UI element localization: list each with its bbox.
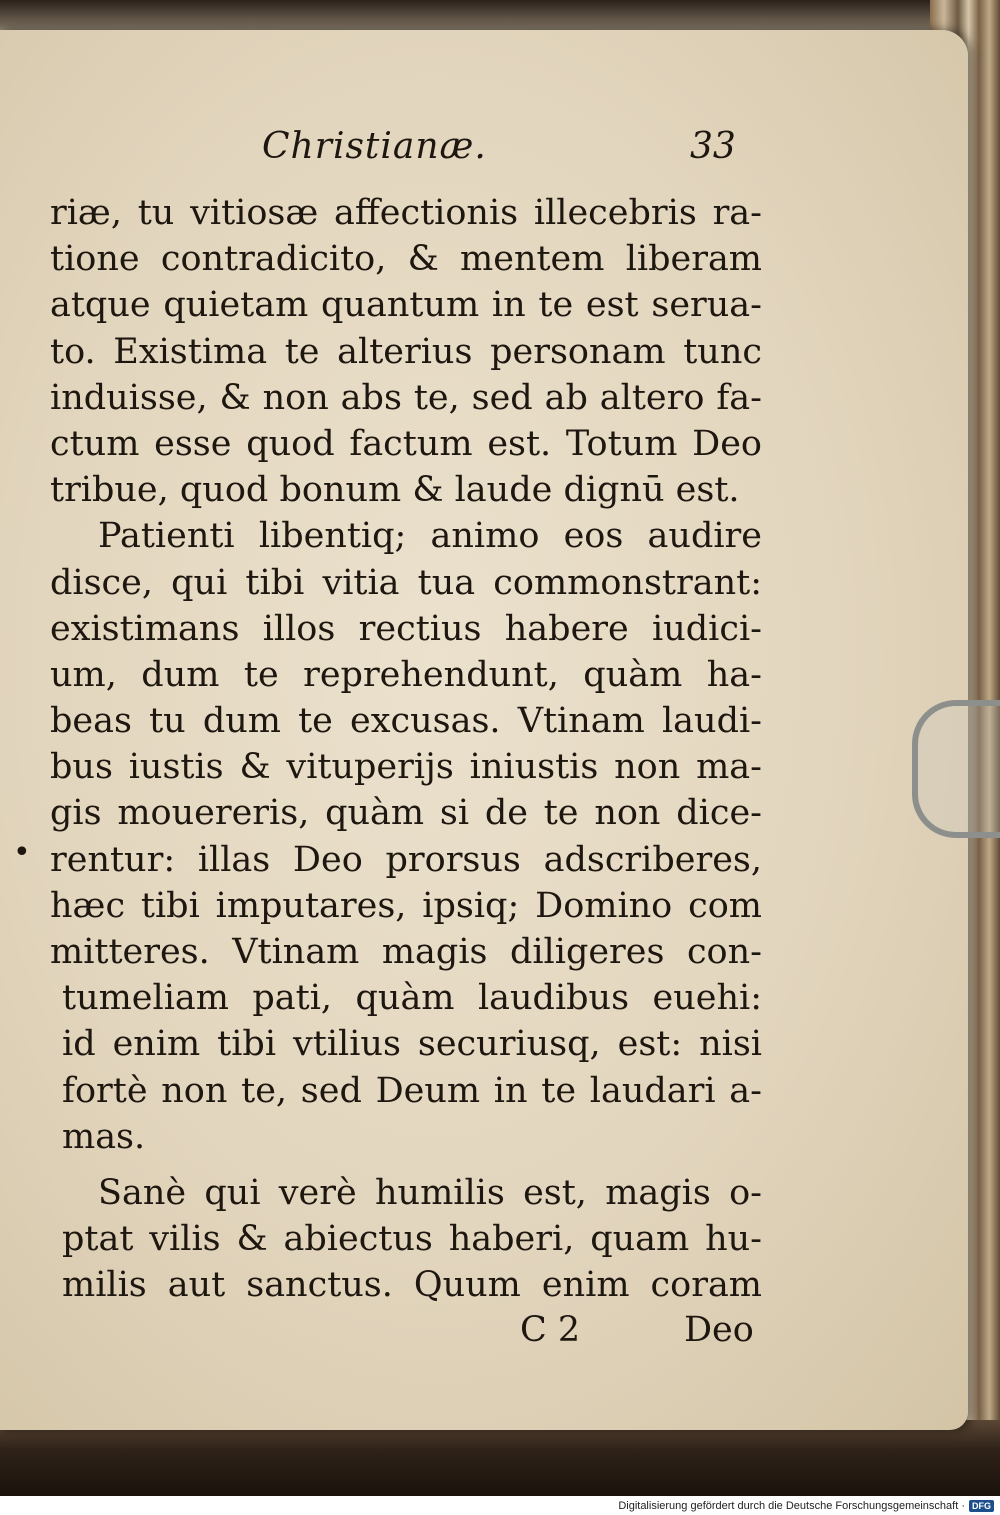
text-line: mas. <box>62 1116 146 1157</box>
text-line: Patienti libentiq; animo eos audire <box>98 516 762 557</box>
text-line: existimans illos rectius habere iudici- <box>50 608 762 649</box>
book-bottom-edge <box>0 1420 1000 1496</box>
text-line: to. Existima te alterius personam tunc <box>50 331 762 372</box>
page-footer <box>0 1310 968 1360</box>
catchword: Deo <box>684 1310 754 1350</box>
text-line: fortè non te, sed Deum in te laudari a- <box>62 1070 762 1111</box>
text-line: hæc tibi imputares, ipsiq; Domino com <box>50 885 762 926</box>
text-line: tumeliam pati, quàm laudibus euehi: <box>62 978 762 1019</box>
page-number: 33 <box>690 126 736 167</box>
margin-mark: • <box>13 835 31 870</box>
text-line: um, dum te reprehendunt, quàm ha- <box>50 654 762 695</box>
text-line: ctum esse quod factum est. Totum Deo <box>50 423 762 464</box>
book-top-edge <box>0 0 1000 34</box>
text-line: gis mouereris, quàm si de te non dice- <box>50 793 762 834</box>
text-line: ptat vilis & abiectus haberi, quam hu- <box>62 1219 762 1260</box>
text-line: milis aut sanctus. Quum enim coram <box>62 1265 762 1306</box>
signature-mark: C 2 <box>520 1310 581 1350</box>
text-line: Sanè qui verè humilis est, magis o- <box>98 1172 762 1213</box>
body-text <box>50 190 762 1309</box>
text-line: riæ, tu vitiosæ affectionis illecebris ra- <box>50 193 762 233</box>
text-line: disce, qui tibi vitia tua commonstrant: <box>50 562 762 603</box>
text-line: bus iustis & vituperijs iniustis non ma- <box>50 747 762 788</box>
text-line: rentur: illas Deo prorsus adscriberes, <box>50 839 762 880</box>
running-title: Christianæ. <box>262 126 487 167</box>
book-clip <box>912 700 1000 838</box>
credit-text: Digitalisierung gefördert durch die Deutsche Forschungsgemeinschaft · <box>618 1499 965 1512</box>
text-line: atque quietam quantum in te est serua- <box>50 285 762 326</box>
text-line: mitteres. Vtinam magis diligeres con- <box>50 932 762 972</box>
text-line: tione contradicito, & mentem liberam <box>50 239 762 280</box>
text-line: induisse, & non abs te, sed ab altero fa- <box>50 377 762 418</box>
text-line: tribue, quod bonum & laude dignū est. <box>50 470 740 511</box>
text-line: id enim tibi vtilius securiusq, est: nisi <box>62 1024 762 1065</box>
page-header <box>0 126 968 176</box>
text-line: beas tu dum te excusas. Vtinam laudi- <box>50 701 762 742</box>
book-page <box>0 30 968 1430</box>
paragraph-gap <box>50 1160 762 1170</box>
dfg-logo-icon: DFG <box>969 1500 994 1512</box>
digitization-credit <box>0 1496 1000 1515</box>
